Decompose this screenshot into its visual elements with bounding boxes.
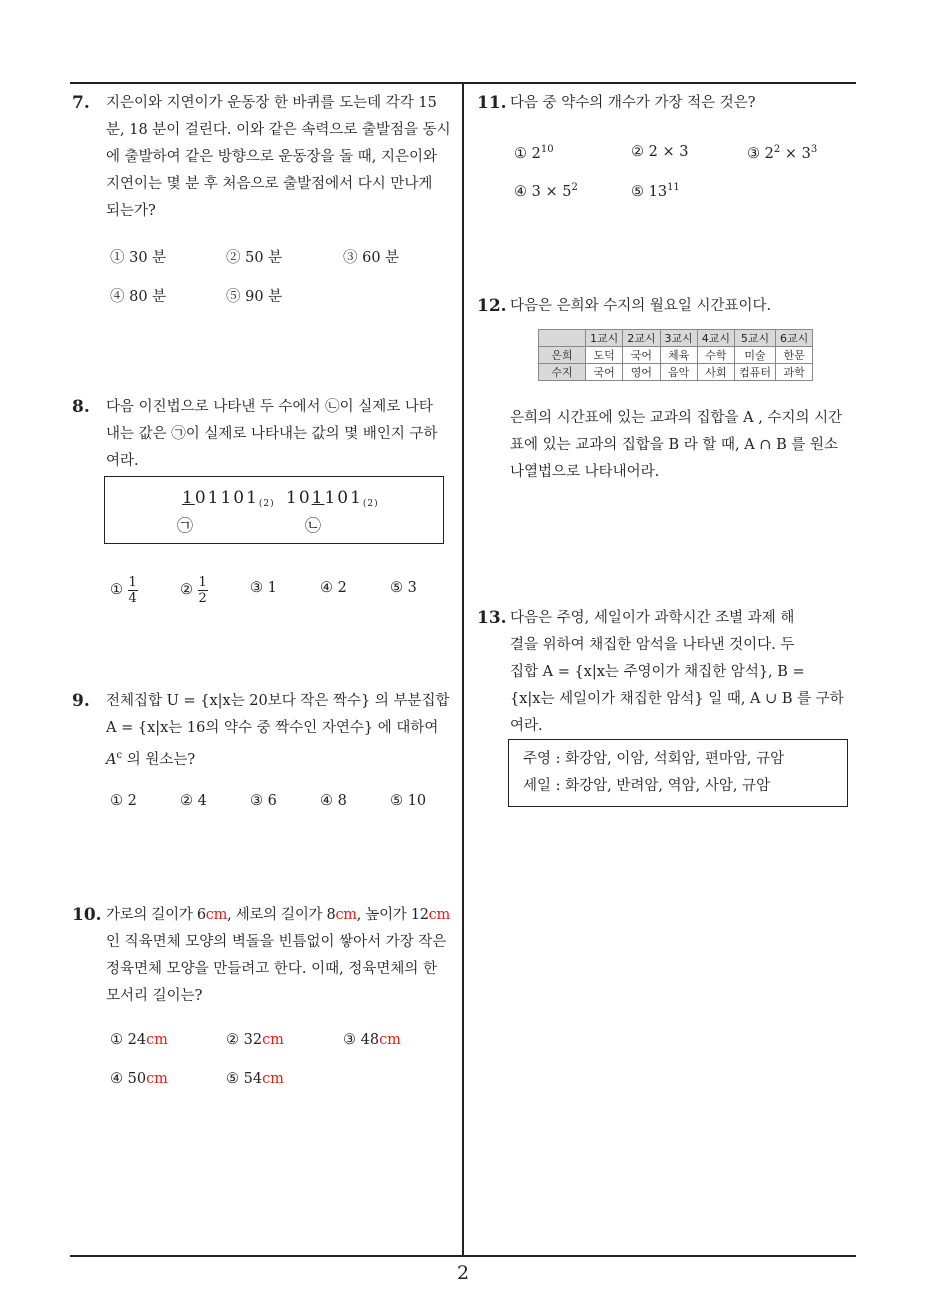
q7-line: 지은이와 지연이가 운동장 한 바퀴를 도는데 각각 15 — [106, 95, 437, 111]
binary-a-base: (2) — [258, 499, 275, 509]
q12-line: 표에 있는 교과의 집합을 B 라 할 때, A ∩ B 를 원소 — [510, 437, 838, 453]
q7-choice-1[interactable]: ① 30 분 — [110, 250, 167, 266]
exponent: 2 — [571, 182, 578, 193]
q9-number: 9. — [72, 691, 90, 711]
bottom-rule — [70, 1255, 856, 1257]
binary-a-marked-digit: 1 — [182, 488, 195, 508]
q12-text: 다음은 은희와 수지의 월요일 시간표이다. — [510, 298, 772, 314]
q11-choice-1[interactable] — [514, 144, 554, 162]
rocks-line-juyoung: 주영 : 화강암, 이암, 석회암, 편마암, 규암 — [523, 751, 785, 767]
row-label: 은희 — [539, 347, 586, 364]
q8-choice-4[interactable]: ④ 2 — [320, 580, 347, 596]
unit-cm: cm — [428, 907, 450, 923]
q11-choice-5[interactable] — [631, 182, 680, 200]
q11-choice-2[interactable]: ② 2 × 3 — [631, 144, 689, 160]
q7-choice-3[interactable]: ③ 60 분 — [343, 250, 400, 266]
timetable-header-row — [539, 330, 813, 347]
q10-choice-2[interactable] — [226, 1032, 284, 1048]
denominator: 4 — [128, 590, 137, 606]
q12-line: 나열법으로 나타내어라. — [510, 464, 660, 480]
binary-numbers-box — [104, 476, 444, 544]
q10-line — [106, 902, 456, 929]
q7-line: 되는가? — [106, 203, 156, 219]
table-cell: 한문 — [775, 347, 812, 364]
exponent: 10 — [540, 144, 554, 155]
unit-cm: cm — [146, 1071, 168, 1087]
q8-choice-1[interactable] — [110, 572, 138, 608]
binary-b-marked-digit: 1 — [311, 488, 325, 508]
table-cell: 컴퓨터 — [735, 364, 776, 381]
binary-number-b — [286, 488, 379, 509]
exponent: 11 — [667, 182, 680, 193]
q7-line: 에 출발하여 같은 방향으로 운동장을 돌 때, 지은이와 — [106, 149, 438, 165]
choice-base: ③ 2 — [747, 146, 774, 162]
unit-cm: cm — [335, 907, 357, 923]
q10-choice-5[interactable] — [226, 1071, 284, 1087]
header-cell: 1교시 — [586, 330, 623, 347]
q8-line: 다음 이진법으로 나타낸 두 수에서 ㉡이 실제로 나타 — [106, 399, 433, 415]
q7-text — [106, 90, 456, 225]
q9-text — [106, 688, 456, 774]
choice-value: ② 32 — [226, 1032, 263, 1048]
table-cell: 미술 — [735, 347, 776, 364]
q9-line: A = {x|x는 16의 약수 중 짝수인 자연수} 에 대하여 — [106, 720, 439, 736]
q9-choice-5[interactable]: ⑤ 10 — [390, 793, 427, 809]
unit-cm: cm — [205, 907, 228, 923]
q8-number: 8. — [72, 397, 90, 417]
table-cell: 국어 — [623, 347, 660, 364]
unit-cm: cm — [379, 1032, 401, 1048]
row-label: 수지 — [539, 364, 586, 381]
q9-choice-1[interactable]: ① 2 — [110, 793, 137, 809]
q10-seg: , 높이가 12 — [356, 907, 429, 923]
header-cell: 4교시 — [697, 330, 734, 347]
table-cell: 국어 — [586, 364, 623, 381]
q8-line: 내는 값은 ㉠이 실제로 나타내는 값의 몇 배인지 구하 — [106, 426, 438, 442]
q10-number: 10. — [72, 905, 102, 925]
binary-a-rest: 01101 — [194, 488, 259, 508]
q9-choice-3[interactable]: ③ 6 — [250, 793, 277, 809]
header-cell: 3교시 — [660, 330, 697, 347]
q13-number: 13. — [477, 608, 507, 628]
q9-line: 전체집합 U = {x|x는 20보다 작은 짝수} 의 부분집합 — [106, 693, 450, 709]
rocks-line-seil: 세일 : 화강암, 반려암, 역암, 사암, 규암 — [523, 778, 771, 794]
exponent: 2 — [773, 144, 781, 155]
unit-cm: cm — [262, 1071, 284, 1087]
q11-number: 11. — [477, 93, 507, 113]
unit-cm: cm — [262, 1032, 284, 1048]
q10-line: 모서리 길이는? — [106, 988, 203, 1004]
exponent: 3 — [810, 144, 818, 155]
q9-choice-4[interactable]: ④ 8 — [320, 793, 347, 809]
header-cell: 5교시 — [735, 330, 776, 347]
q13-line: 집합 A = {x|x는 주영이가 채집한 암석}, B = — [510, 664, 805, 680]
choice-value: ③ 48 — [343, 1032, 380, 1048]
header-cell: 2교시 — [623, 330, 660, 347]
q13-line: 여라. — [510, 718, 543, 734]
complement-sup: c — [116, 750, 123, 761]
q11-choice-4[interactable] — [514, 182, 578, 200]
q10-choice-4[interactable] — [110, 1071, 168, 1087]
q7-line: 분, 18 분이 걸린다. 이와 같은 속력으로 출발점을 동시 — [106, 122, 451, 138]
header-cell: 6교시 — [775, 330, 812, 347]
q11-text: 다음 중 약수의 개수가 가장 적은 것은? — [510, 95, 756, 111]
q10-seg: , 세로의 길이가 8 — [227, 907, 336, 923]
table-cell: 도덕 — [586, 347, 623, 364]
q13-line: {x|x는 세일이가 채집한 암석} 일 때, A ∪ B 를 구하 — [510, 691, 844, 707]
choice-base: ④ 3 × 5 — [514, 184, 572, 200]
numerator: 1 — [128, 574, 137, 590]
q12-line: 은희의 시간표에 있는 교과의 집합을 A , 수지의 시간 — [510, 410, 843, 426]
choice-mark: ① — [110, 582, 123, 598]
choice-value: ① 24 — [110, 1032, 147, 1048]
q12-body — [510, 405, 856, 486]
timetable-table — [538, 329, 813, 381]
q10-line: 정육면체 모양을 만들려고 한다. 이때, 정육면체의 한 — [106, 961, 438, 977]
binary-number-a — [182, 488, 275, 509]
label-b: ㉡ — [305, 516, 322, 535]
label-a: ㉠ — [177, 516, 194, 535]
table-row — [539, 347, 813, 364]
page-number: 2 — [456, 1262, 470, 1284]
choice-base: ⑤ 13 — [631, 184, 668, 200]
q12-number: 12. — [477, 296, 507, 316]
q8-choice-5[interactable]: ⑤ 3 — [390, 580, 417, 596]
q9-ending: 의 원소는? — [122, 752, 196, 768]
q7-number: 7. — [72, 93, 90, 113]
choice-value: ④ 50 — [110, 1071, 147, 1087]
denominator: 2 — [198, 590, 207, 606]
q9-choice-2[interactable]: ② 4 — [180, 793, 207, 809]
q10-seg: 가로의 길이가 6 — [106, 907, 206, 923]
table-cell: 수학 — [697, 347, 734, 364]
table-cell: 음악 — [660, 364, 697, 381]
q8-text — [106, 394, 456, 475]
choice-value: ⑤ 54 — [226, 1071, 263, 1087]
table-cell: 과학 — [775, 364, 812, 381]
q7-choice-5[interactable]: ⑤ 90 분 — [226, 289, 283, 305]
unit-cm: cm — [146, 1032, 168, 1048]
q10-choice-3[interactable] — [343, 1032, 401, 1048]
q7-choice-2[interactable]: ② 50 분 — [226, 250, 283, 266]
q10-line: 인 직육면체 모양의 벽돌을 빈틈없이 쌓아서 가장 작은 — [106, 934, 447, 950]
binary-b-base: (2) — [362, 499, 379, 509]
q9-line — [106, 742, 456, 774]
timetable — [538, 329, 813, 381]
q7-line: 지연이는 몇 분 후 처음으로 출발점에서 다시 만나게 — [106, 176, 433, 192]
q8-choice-3[interactable]: ③ 1 — [250, 580, 277, 596]
numerator: 1 — [198, 574, 207, 590]
table-cell: 사회 — [697, 364, 734, 381]
q8-choice-2[interactable] — [180, 572, 208, 608]
fraction — [128, 575, 138, 606]
header-cell — [539, 330, 586, 347]
q13-line: 다음은 주영, 세일이가 과학시간 조별 과제 해 — [510, 610, 795, 626]
fraction — [198, 575, 208, 606]
set-a: A — [106, 752, 117, 768]
rocks-box — [508, 739, 848, 807]
table-row — [539, 364, 813, 381]
table-cell: 영어 — [623, 364, 660, 381]
q10-choice-1[interactable] — [110, 1032, 168, 1048]
table-cell: 체육 — [660, 347, 697, 364]
q7-choice-4[interactable]: ④ 80 분 — [110, 289, 167, 305]
q10-text — [106, 902, 456, 1010]
q11-choice-3[interactable] — [747, 144, 817, 162]
column-divider — [462, 83, 464, 1255]
q13-text — [510, 605, 856, 740]
choice-base: ① 2 — [514, 146, 541, 162]
q8-line: 여라. — [106, 453, 139, 469]
binary-b-rest: 101 — [324, 488, 363, 508]
choice-base: × 3 — [780, 146, 811, 162]
choice-mark: ② — [180, 582, 193, 598]
q13-line: 결을 위하여 채집한 암석을 나타낸 것이다. 두 — [510, 637, 795, 653]
binary-b-prefix: 10 — [286, 488, 312, 508]
